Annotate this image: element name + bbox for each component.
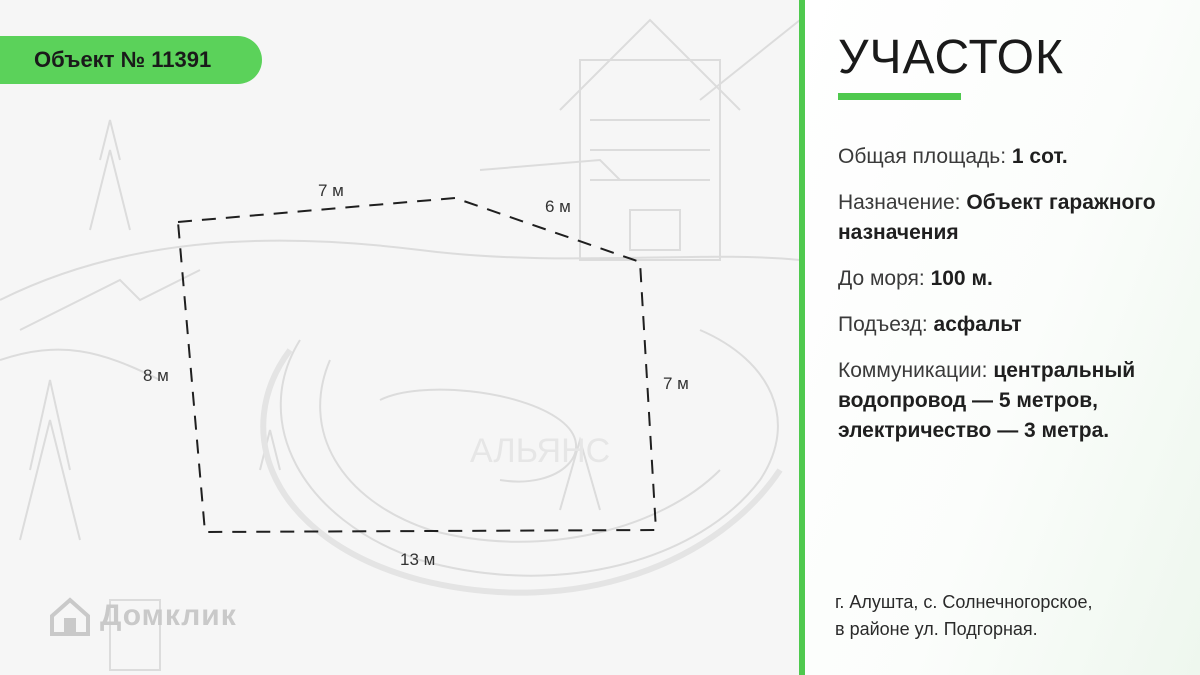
domclick-watermark xyxy=(48,596,237,636)
side-label-top-left: 7 м xyxy=(318,181,344,200)
fact-area xyxy=(838,142,1198,172)
faint-watermark: АЛЬЯНС xyxy=(470,432,611,470)
fact-value: 100 м. xyxy=(930,267,993,290)
title-underline xyxy=(838,93,961,100)
fact-value: асфальт xyxy=(933,313,1022,336)
fact-distance-to-sea xyxy=(838,264,1198,294)
fact-value: 1 сот. xyxy=(1011,145,1068,168)
fact-value: Объект гаражного назначения xyxy=(838,191,1156,244)
plot-boundary xyxy=(178,198,656,532)
brand-name: Домклик xyxy=(100,599,237,632)
side-label-right: 7 м xyxy=(663,374,689,393)
fact-label: До моря: xyxy=(838,267,931,290)
fact-access-road xyxy=(838,310,1198,340)
fact-label: Подъезд: xyxy=(838,313,934,336)
side-label-top-right: 6 м xyxy=(545,197,571,216)
address xyxy=(835,589,1195,643)
object-number-badge: Объект № 11391 xyxy=(0,36,262,84)
fact-utilities xyxy=(838,356,1198,446)
fact-label: Коммуникации: xyxy=(838,359,994,382)
fact-label: Общая площадь: xyxy=(838,145,1012,168)
house-icon xyxy=(48,596,92,636)
side-label-bottom: 13 м xyxy=(400,550,436,569)
fact-value: центральный водопровод — 5 метров, электричество — 3 метра. xyxy=(838,359,1136,442)
address-line-2: в районе ул. Подгорная. xyxy=(835,619,1038,639)
info-panel xyxy=(805,0,1200,675)
panel-title: УЧАСТОК xyxy=(838,31,1064,84)
facts-list xyxy=(838,142,1198,462)
fact-label: Назначение: xyxy=(838,191,967,214)
fact-purpose xyxy=(838,188,1198,248)
side-label-left: 8 м xyxy=(143,366,169,385)
address-line-1: г. Алушта, с. Солнечногорское, xyxy=(835,592,1093,612)
